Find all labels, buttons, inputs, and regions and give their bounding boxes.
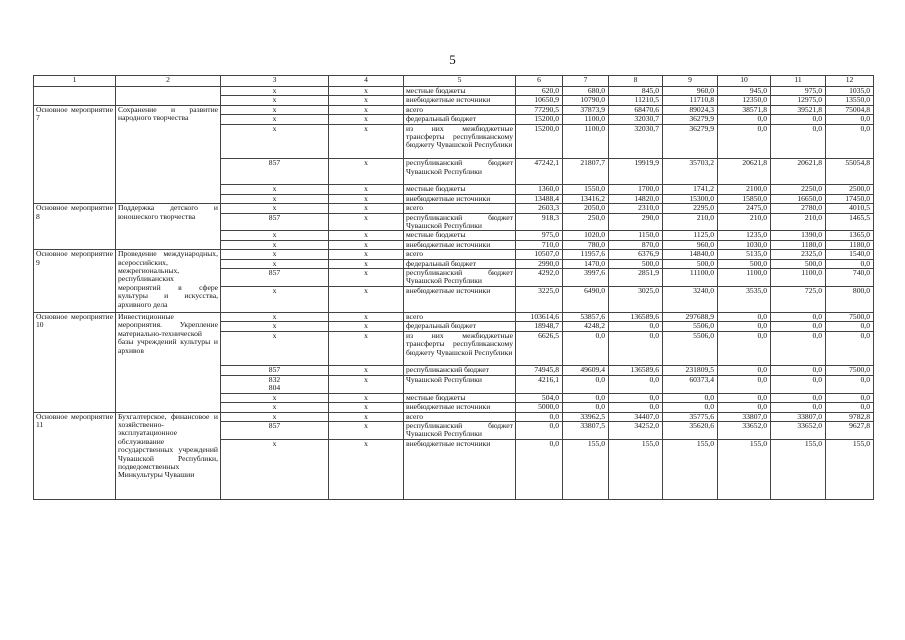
value-cell: 0,0 xyxy=(826,331,874,366)
code-cell: х xyxy=(329,231,404,240)
value-cell: 1235,0 xyxy=(718,231,771,240)
source-cell: всего xyxy=(404,250,516,259)
value-cell: 0,0 xyxy=(771,331,826,366)
value-cell: 55054,8 xyxy=(826,159,874,185)
value-cell: 75004,8 xyxy=(826,105,874,114)
code-cell: х xyxy=(329,185,404,194)
budget-table xyxy=(33,75,874,500)
value-cell: 0,0 xyxy=(609,322,663,331)
code-cell: х xyxy=(329,204,404,213)
value-cell: 918,3 xyxy=(516,213,563,231)
value-cell: 10650,9 xyxy=(516,96,563,105)
value-cell: 0,0 xyxy=(718,313,771,322)
value-cell: 34252,0 xyxy=(609,421,663,439)
value-cell: 103614,6 xyxy=(516,313,563,322)
gr-code-cell: х xyxy=(221,259,329,268)
gr-code-cell: х xyxy=(221,194,329,203)
column-header: 6 xyxy=(516,76,563,87)
value-cell: 1180,0 xyxy=(826,240,874,249)
value-cell: 37873,9 xyxy=(563,105,609,114)
event-name-cell: Поддержка детского и юношеского творчества xyxy=(116,204,221,250)
value-cell: 49609,4 xyxy=(563,366,609,375)
value-cell: 47242,1 xyxy=(516,159,563,185)
gr-code-cell: х xyxy=(221,185,329,194)
value-cell: 1125,0 xyxy=(663,231,718,240)
value-cell: 3240,0 xyxy=(663,286,718,312)
value-cell: 1100,0 xyxy=(563,124,609,159)
gr-code-cell: х xyxy=(221,412,329,421)
value-cell: 34407,0 xyxy=(609,412,663,421)
value-cell: 975,0 xyxy=(771,87,826,96)
table-body xyxy=(34,87,874,500)
value-cell: 297688,9 xyxy=(663,313,718,322)
value-cell: 35775,6 xyxy=(663,412,718,421)
column-header: 2 xyxy=(116,76,221,87)
value-cell: 1465,5 xyxy=(826,213,874,231)
value-cell: 4010,5 xyxy=(826,204,874,213)
value-cell: 1700,0 xyxy=(609,185,663,194)
value-cell: 1470,0 xyxy=(563,259,609,268)
value-cell: 0,0 xyxy=(563,375,609,393)
value-cell: 17450,0 xyxy=(826,194,874,203)
gr-code-cell: х xyxy=(221,124,329,159)
event-name-cell: Инвестиционные мероприятия. Укрепление материально-технической базы учреждений культуры и архивов xyxy=(116,313,221,412)
header-row xyxy=(34,76,874,87)
value-cell: 36279,9 xyxy=(663,124,718,159)
value-cell: 620,0 xyxy=(516,87,563,96)
value-cell: 0,0 xyxy=(771,115,826,124)
source-cell: местные бюджеты xyxy=(404,393,516,402)
value-cell: 4216,1 xyxy=(516,375,563,393)
value-cell: 33807,5 xyxy=(563,421,609,439)
column-header: 5 xyxy=(404,76,516,87)
value-cell: 500,0 xyxy=(771,259,826,268)
event-cell: Основное мероприятие 7 xyxy=(34,105,116,203)
value-cell: 19919,9 xyxy=(609,159,663,185)
value-cell: 11710,8 xyxy=(663,96,718,105)
value-cell: 74945,8 xyxy=(516,366,563,375)
value-cell: 0,0 xyxy=(826,124,874,159)
page-number: 5 xyxy=(449,52,456,67)
value-cell: 1150,0 xyxy=(609,231,663,240)
value-cell: 6626,5 xyxy=(516,331,563,366)
value-cell: 35620,6 xyxy=(663,421,718,439)
code-cell: х xyxy=(329,421,404,439)
value-cell: 500,0 xyxy=(718,259,771,268)
value-cell: 2990,0 xyxy=(516,259,563,268)
value-cell: 210,0 xyxy=(663,213,718,231)
value-cell: 39521,8 xyxy=(771,105,826,114)
value-cell: 960,0 xyxy=(663,87,718,96)
value-cell: 13550,0 xyxy=(826,96,874,105)
table-header xyxy=(34,76,874,87)
value-cell: 136589,6 xyxy=(609,366,663,375)
value-cell: 20621,8 xyxy=(771,159,826,185)
event-name-cell: Сохранение и развитие народного творчества xyxy=(116,105,221,203)
event-name-cell: Бухгалтерское, финансовое и хозяйственно-эксплуатационное обслуживание государственных учреждений Чувашской Республики, подведомственных Минкультуры Чувашии xyxy=(116,412,221,499)
source-cell: внебюджетные источники xyxy=(404,96,516,105)
source-cell: местные бюджеты xyxy=(404,185,516,194)
value-cell: 155,0 xyxy=(609,439,663,499)
value-cell: 0,0 xyxy=(663,403,718,412)
code-cell: х xyxy=(329,240,404,249)
value-cell: 0,0 xyxy=(771,313,826,322)
value-cell: 780,0 xyxy=(563,240,609,249)
value-cell: 0,0 xyxy=(609,403,663,412)
gr-code-cell: х xyxy=(221,439,329,499)
value-cell: 16650,0 xyxy=(771,194,826,203)
value-cell: 1365,0 xyxy=(826,231,874,240)
value-cell: 20621,8 xyxy=(718,159,771,185)
value-cell: 680,0 xyxy=(563,87,609,96)
value-cell: 5135,0 xyxy=(718,250,771,259)
event-cell: Основное мероприятие 9 xyxy=(34,250,116,313)
value-cell: 4292,0 xyxy=(516,269,563,287)
value-cell: 0,0 xyxy=(826,393,874,402)
value-cell: 210,0 xyxy=(718,213,771,231)
value-cell: 11100,0 xyxy=(663,269,718,287)
value-cell: 500,0 xyxy=(609,259,663,268)
value-cell: 15850,0 xyxy=(718,194,771,203)
value-cell: 15200,0 xyxy=(516,115,563,124)
value-cell: 0,0 xyxy=(718,124,771,159)
value-cell: 0,0 xyxy=(718,375,771,393)
value-cell: 2603,3 xyxy=(516,204,563,213)
source-cell: внебюджетные источники xyxy=(404,240,516,249)
value-cell: 2050,0 xyxy=(563,204,609,213)
value-cell: 0,0 xyxy=(718,115,771,124)
value-cell: 231809,5 xyxy=(663,366,718,375)
code-cell: х xyxy=(329,87,404,96)
value-cell: 1030,0 xyxy=(718,240,771,249)
value-cell: 2295,0 xyxy=(663,204,718,213)
code-cell: х xyxy=(329,115,404,124)
value-cell: 1360,0 xyxy=(516,185,563,194)
event-name-cell xyxy=(116,87,221,106)
table-row xyxy=(34,204,874,213)
gr-code-cell: х xyxy=(221,286,329,312)
code-cell: х xyxy=(329,213,404,231)
value-cell: 3025,0 xyxy=(609,286,663,312)
value-cell: 1180,0 xyxy=(771,240,826,249)
value-cell: 136589,6 xyxy=(609,313,663,322)
value-cell: 5000,0 xyxy=(516,403,563,412)
value-cell: 155,0 xyxy=(771,439,826,499)
value-cell: 800,0 xyxy=(826,286,874,312)
value-cell: 1540,0 xyxy=(826,250,874,259)
value-cell: 38571,8 xyxy=(718,105,771,114)
value-cell: 12350,0 xyxy=(718,96,771,105)
gr-code-cell: 857 xyxy=(221,269,329,287)
value-cell: 32030,7 xyxy=(609,124,663,159)
value-cell: 53857,6 xyxy=(563,313,609,322)
value-cell: 0,0 xyxy=(771,124,826,159)
value-cell: 0,0 xyxy=(718,403,771,412)
value-cell: 15300,0 xyxy=(663,194,718,203)
source-cell: федеральный бюджет xyxy=(404,259,516,268)
value-cell: 10507,0 xyxy=(516,250,563,259)
value-cell: 2325,0 xyxy=(771,250,826,259)
code-cell: х xyxy=(329,286,404,312)
value-cell: 210,0 xyxy=(771,213,826,231)
value-cell: 7500,0 xyxy=(826,313,874,322)
gr-code-cell: 832 804 xyxy=(221,375,329,393)
value-cell: 0,0 xyxy=(718,331,771,366)
code-cell: х xyxy=(329,412,404,421)
value-cell: 0,0 xyxy=(771,375,826,393)
source-cell: республиканский бюджет Чувашской Республики xyxy=(404,159,516,185)
value-cell: 32030,7 xyxy=(609,115,663,124)
code-cell: х xyxy=(329,313,404,322)
gr-code-cell: х xyxy=(221,204,329,213)
value-cell: 14820,0 xyxy=(609,194,663,203)
value-cell: 10790,0 xyxy=(563,96,609,105)
code-cell: х xyxy=(329,159,404,185)
value-cell: 4248,2 xyxy=(563,322,609,331)
value-cell: 3535,0 xyxy=(718,286,771,312)
event-cell: Основное мероприятие 11 xyxy=(34,412,116,499)
source-cell: внебюджетные источники xyxy=(404,439,516,499)
value-cell: 0,0 xyxy=(516,412,563,421)
source-cell: федеральный бюджет xyxy=(404,322,516,331)
value-cell: 1100,0 xyxy=(563,115,609,124)
code-cell: х xyxy=(329,269,404,287)
column-header: 1 xyxy=(34,76,116,87)
value-cell: 33652,0 xyxy=(718,421,771,439)
code-cell: х xyxy=(329,403,404,412)
event-cell: Основное мероприятие 10 xyxy=(34,313,116,412)
value-cell: 33807,0 xyxy=(771,412,826,421)
value-cell: 15200,0 xyxy=(516,124,563,159)
table-row xyxy=(34,87,874,96)
code-cell: х xyxy=(329,375,404,393)
value-cell: 5506,0 xyxy=(663,331,718,366)
value-cell: 0,0 xyxy=(718,393,771,402)
value-cell: 725,0 xyxy=(771,286,826,312)
value-cell: 0,0 xyxy=(663,393,718,402)
gr-code-cell: 857 xyxy=(221,421,329,439)
gr-code-cell: х xyxy=(221,87,329,96)
event-name-cell: Проведение международных, всероссийских, межрегиональных, республиканских мероприятий в сфере культуры и искусства, архивного дела xyxy=(116,250,221,313)
value-cell: 0,0 xyxy=(609,393,663,402)
source-cell: всего xyxy=(404,204,516,213)
value-cell: 0,0 xyxy=(516,439,563,499)
gr-code-cell: 857 xyxy=(221,366,329,375)
value-cell: 0,0 xyxy=(826,403,874,412)
value-cell: 1741,2 xyxy=(663,185,718,194)
value-cell: 35703,2 xyxy=(663,159,718,185)
gr-code-cell: х xyxy=(221,115,329,124)
code-cell: х xyxy=(329,322,404,331)
value-cell: 290,0 xyxy=(609,213,663,231)
value-cell: 60373,4 xyxy=(663,375,718,393)
gr-code-cell: х xyxy=(221,105,329,114)
value-cell: 14840,0 xyxy=(663,250,718,259)
gr-code-cell: х xyxy=(221,231,329,240)
source-cell: республиканский бюджет Чувашской Республики xyxy=(404,421,516,439)
event-cell xyxy=(34,87,116,106)
code-cell: х xyxy=(329,105,404,114)
gr-code-cell: х xyxy=(221,96,329,105)
value-cell: 11210,5 xyxy=(609,96,663,105)
value-cell: 9782,8 xyxy=(826,412,874,421)
code-cell: х xyxy=(329,366,404,375)
value-cell: 6376,9 xyxy=(609,250,663,259)
value-cell: 740,0 xyxy=(826,269,874,287)
value-cell: 21807,7 xyxy=(563,159,609,185)
source-cell: всего xyxy=(404,313,516,322)
column-header: 11 xyxy=(771,76,826,87)
value-cell: 0,0 xyxy=(563,393,609,402)
gr-code-cell: х xyxy=(221,393,329,402)
column-header: 9 xyxy=(663,76,718,87)
source-cell: республиканский бюджет Чувашской Республики xyxy=(404,269,516,287)
value-cell: 960,0 xyxy=(663,240,718,249)
table-row xyxy=(34,105,874,114)
table-row xyxy=(34,412,874,421)
column-header: 10 xyxy=(718,76,771,87)
code-cell: х xyxy=(329,393,404,402)
gr-code-cell: х xyxy=(221,322,329,331)
value-cell: 1390,0 xyxy=(771,231,826,240)
value-cell: 0,0 xyxy=(609,331,663,366)
value-cell: 870,0 xyxy=(609,240,663,249)
column-header: 12 xyxy=(826,76,874,87)
value-cell: 250,0 xyxy=(563,213,609,231)
value-cell: 0,0 xyxy=(771,322,826,331)
value-cell: 1035,0 xyxy=(826,87,874,96)
value-cell: 2780,0 xyxy=(771,204,826,213)
value-cell: 945,0 xyxy=(718,87,771,96)
value-cell: 3225,0 xyxy=(516,286,563,312)
gr-code-cell: 857 xyxy=(221,159,329,185)
gr-code-cell: 857 xyxy=(221,213,329,231)
source-cell: республиканский бюджет Чувашской Республики xyxy=(404,213,516,231)
source-cell: Чувашской Республики xyxy=(404,375,516,393)
source-cell: внебюджетные источники xyxy=(404,403,516,412)
source-cell: местные бюджеты xyxy=(404,87,516,96)
value-cell: 504,0 xyxy=(516,393,563,402)
value-cell: 2500,0 xyxy=(826,185,874,194)
value-cell: 500,0 xyxy=(663,259,718,268)
source-cell: всего xyxy=(404,412,516,421)
value-cell: 0,0 xyxy=(563,403,609,412)
code-cell: х xyxy=(329,194,404,203)
value-cell: 36279,9 xyxy=(663,115,718,124)
value-cell: 68470,6 xyxy=(609,105,663,114)
value-cell: 33962,5 xyxy=(563,412,609,421)
table-row xyxy=(34,250,874,259)
code-cell: х xyxy=(329,96,404,105)
value-cell: 0,0 xyxy=(771,393,826,402)
source-cell: всего xyxy=(404,105,516,114)
value-cell: 0,0 xyxy=(718,366,771,375)
value-cell: 975,0 xyxy=(516,231,563,240)
value-cell: 710,0 xyxy=(516,240,563,249)
gr-code-cell: х xyxy=(221,331,329,366)
code-cell: х xyxy=(329,259,404,268)
value-cell: 18948,7 xyxy=(516,322,563,331)
value-cell: 2475,0 xyxy=(718,204,771,213)
value-cell: 0,0 xyxy=(771,403,826,412)
value-cell: 33807,0 xyxy=(718,412,771,421)
value-cell: 33652,0 xyxy=(771,421,826,439)
value-cell: 12975,0 xyxy=(771,96,826,105)
value-cell: 0,0 xyxy=(718,322,771,331)
gr-code-cell: х xyxy=(221,250,329,259)
value-cell: 0,0 xyxy=(563,331,609,366)
value-cell: 13488,4 xyxy=(516,194,563,203)
value-cell: 3997,6 xyxy=(563,269,609,287)
value-cell: 845,0 xyxy=(609,87,663,96)
value-cell: 13416,2 xyxy=(563,194,609,203)
value-cell: 5506,0 xyxy=(663,322,718,331)
value-cell: 1100,0 xyxy=(718,269,771,287)
table-row xyxy=(34,313,874,322)
value-cell: 2100,0 xyxy=(718,185,771,194)
budget-table-sheet xyxy=(33,75,873,500)
value-cell: 1550,0 xyxy=(563,185,609,194)
value-cell: 77290,5 xyxy=(516,105,563,114)
column-header: 8 xyxy=(609,76,663,87)
code-cell: х xyxy=(329,124,404,159)
gr-code-cell: х xyxy=(221,403,329,412)
value-cell: 89024,3 xyxy=(663,105,718,114)
source-cell: местные бюджеты xyxy=(404,231,516,240)
value-cell: 0,0 xyxy=(826,115,874,124)
value-cell: 0,0 xyxy=(826,322,874,331)
value-cell: 11957,6 xyxy=(563,250,609,259)
value-cell: 155,0 xyxy=(718,439,771,499)
value-cell: 0,0 xyxy=(771,366,826,375)
value-cell: 155,0 xyxy=(663,439,718,499)
value-cell: 1100,0 xyxy=(771,269,826,287)
column-header: 7 xyxy=(563,76,609,87)
value-cell: 0,0 xyxy=(826,375,874,393)
column-header: 4 xyxy=(329,76,404,87)
column-header: 3 xyxy=(221,76,329,87)
value-cell: 2310,0 xyxy=(609,204,663,213)
source-cell: из них межбюджетные трансферты республиканскому бюджету Чувашской Республики xyxy=(404,124,516,159)
value-cell: 0,0 xyxy=(609,375,663,393)
gr-code-cell: х xyxy=(221,313,329,322)
value-cell: 7500,0 xyxy=(826,366,874,375)
value-cell: 1020,0 xyxy=(563,231,609,240)
code-cell: х xyxy=(329,439,404,499)
event-cell: Основное мероприятие 8 xyxy=(34,204,116,250)
source-cell: из них межбюджетные трансферты республиканскому бюджету Чувашской Республики xyxy=(404,331,516,366)
source-cell: внебюджетные источники xyxy=(404,194,516,203)
value-cell: 6490,0 xyxy=(563,286,609,312)
source-cell: федеральный бюджет xyxy=(404,115,516,124)
value-cell: 0,0 xyxy=(826,259,874,268)
source-cell: внебюджетные источники xyxy=(404,286,516,312)
gr-code-cell: х xyxy=(221,240,329,249)
source-cell: республиканский бюджет xyxy=(404,366,516,375)
value-cell: 2250,0 xyxy=(771,185,826,194)
value-cell: 0,0 xyxy=(516,421,563,439)
value-cell: 2851,9 xyxy=(609,269,663,287)
value-cell: 9627,8 xyxy=(826,421,874,439)
code-cell: х xyxy=(329,250,404,259)
code-cell: х xyxy=(329,331,404,366)
value-cell: 155,0 xyxy=(826,439,874,499)
value-cell: 155,0 xyxy=(563,439,609,499)
